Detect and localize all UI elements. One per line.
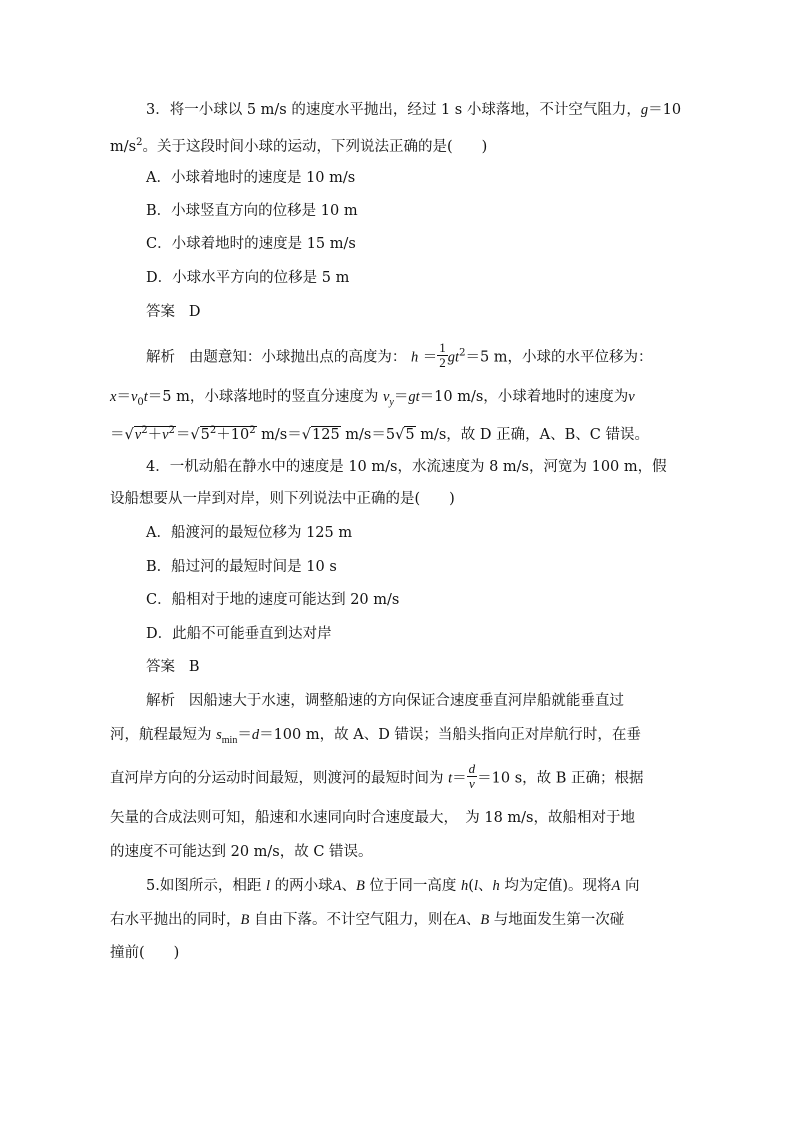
q4-option-d: D．此船不可能垂直到达对岸 bbox=[146, 626, 332, 642]
q3-option-c: C．小球着地时的速度是 15 m/s bbox=[146, 236, 356, 252]
q4-option-a: A．船渡河的最短位移为 125 m bbox=[146, 525, 353, 541]
q4-option-c: C．船相对于地的速度可能达到 20 m/s bbox=[146, 592, 400, 608]
q5-stem-line3: 撞前( ) bbox=[110, 945, 180, 961]
q3-analysis-line1: 解析 由题意知：小球抛出点的高度为： h ＝ $\frac{1}{2}$ $gt^2=5$ m，小球的水平位移为： bbox=[146, 340, 653, 370]
q3-stem-line2: $m/s^2$。关于这段时间小球的运动，下列说法正确的是( ) bbox=[110, 137, 488, 155]
q3-option-d: D．小球水平方向的位移是 5 m bbox=[146, 270, 350, 286]
q4-analysis-line2: 河，航程最短为 $s_{min}=d=100$ m，故 A、D 错误；当船头指向正对岸航行时，在垂 bbox=[110, 727, 641, 746]
q4-analysis-line3: 直河岸方向的分运动时间最短，则渡河的最短时间为 t＝ $\frac{d}{v}$ ＝10 s，故 B 正确；根据 bbox=[110, 761, 644, 791]
q3-option-b: B．小球竖直方向的位移是 10 m bbox=[146, 203, 358, 219]
q4-stem-line1: 4．一机动船在静水中的速度是 10 m/s，水流速度为 8 m/s，河宽为 100 m，假 bbox=[146, 459, 667, 475]
q3-analysis-line2: $x=v_0t=5$ m，小球落地时的竖直分速度为 $v_y=gt=10$ m/s，小球着地时的速度为v bbox=[110, 389, 635, 408]
q4-option-b: B．船过河的最短时间是 10 s bbox=[146, 559, 337, 575]
q5-stem-line1: 5.如图所示，相距 l 的两小球A、B 位于同一高度 h(l、h 均为定值)。现将A 向 bbox=[146, 878, 640, 894]
q3-option-a: A．小球着地时的速度是 10 m/s bbox=[146, 170, 356, 186]
q4-stem-line2: 设船想要从一岸到对岸，则下列说法中正确的是( ) bbox=[110, 491, 455, 507]
q3-answer: 答案 D bbox=[146, 304, 201, 320]
q4-answer: 答案 B bbox=[146, 659, 200, 675]
q5-stem-line2: 右水平抛出的同时，B 自由下落。不计空气阻力，则在A、B 与地面发生第一次碰 bbox=[110, 912, 625, 928]
q4-analysis-line5: 的速度不可能达到 20 m/s，故 C 错误。 bbox=[110, 844, 373, 860]
q3-analysis-line3: $=√v^2+v^2=√5^2+10^2$ m/s＝√125 m/s＝5√5 m/s，故 D 正确，A、B、C 错误。 bbox=[110, 425, 649, 443]
q4-analysis-line1: 解析 因船速大于水速，调整船速的方向保证合速度垂直河岸船就能垂直过 bbox=[146, 693, 624, 709]
q4-analysis-line4: 矢量的合成法则可知，船速和水速同向时合速度最大， 为 18 m/s，故船相对于地 bbox=[110, 810, 635, 826]
q3-stem-line1: 3．将一小球以 5 m/s 的速度水平抛出，经过 1 s 小球落地，不计空气阻力，g＝10 bbox=[146, 102, 682, 118]
